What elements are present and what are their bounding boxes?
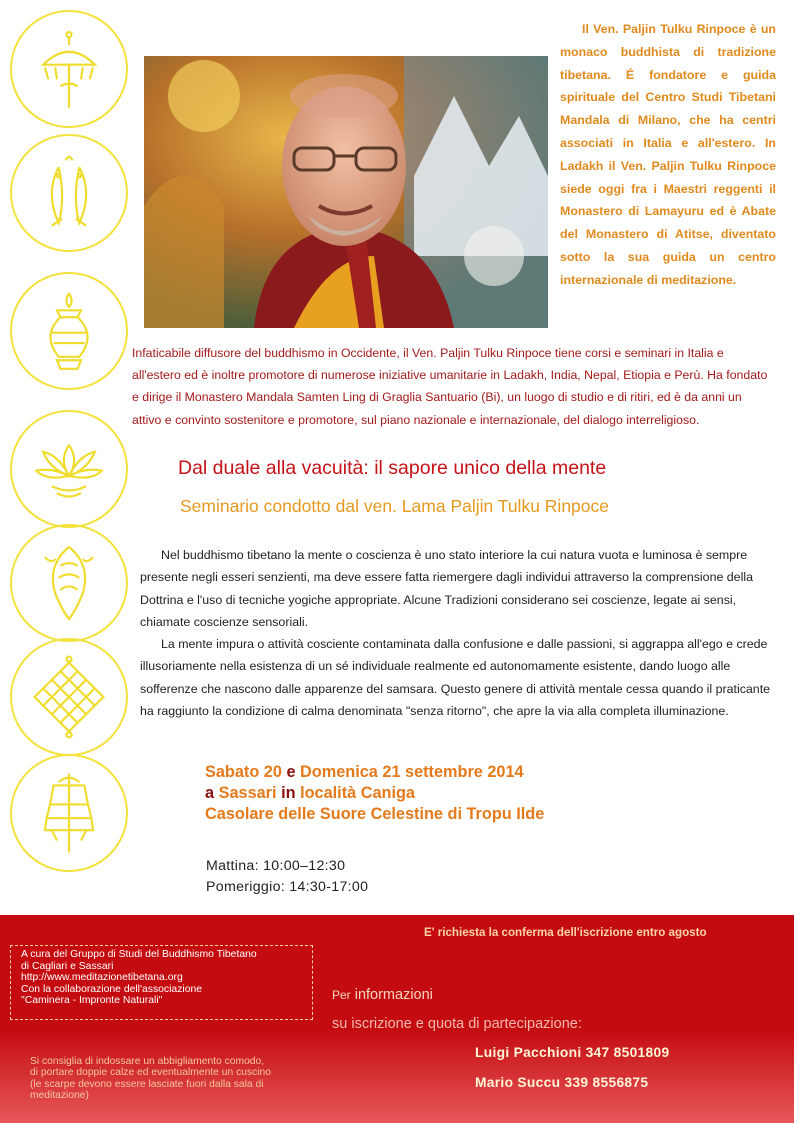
auspicious-symbols-column [0, 0, 134, 915]
advice-line: di portare doppie calze ed eventualmente un cuscino [30, 1067, 271, 1079]
organizer-line: "Caminera - Impronte Naturali" [21, 995, 163, 1007]
advice-line: meditazione) [30, 1089, 89, 1101]
morning-time: Mattina: 10:00–12:30 [206, 858, 346, 874]
bio-intro-text: Il Ven. Paljin Tulku Rinpoce è un monaco buddhista di tradizione tibetana. É fondatore e guida spirituale del Centro Studi Tibetani Mandala di Milano, che ha centri associati in Italia e all'estero. In Ladakh il Ven. Paljin Tulku Rinpoce siede oggi fra i Maestri reggenti il Monastero di Lamayuru ed è Abate del Monastero di Atitse, diventato sotto la sua guida un centro internazionale di meditazione. [560, 22, 776, 287]
teacher-biography-more [132, 342, 772, 431]
location-prep-a: a [205, 784, 215, 802]
event-city: Sassari [218, 784, 277, 802]
seminar-title: Dal duale alla vacuità: il sapore unico della mente [178, 457, 607, 479]
session-times [206, 856, 368, 898]
advice-line: (le scarpe devono essere lasciate fuori dalla sala di [30, 1078, 264, 1090]
organizer-box [10, 945, 313, 1020]
event-day-1: Sabato 20 [205, 763, 282, 781]
organizer-website-link[interactable]: http://www.meditazionetibetana.org [21, 972, 183, 984]
teacher-biography-intro [560, 18, 776, 292]
treasure-vase-icon [10, 272, 128, 390]
seminar-description [140, 544, 778, 722]
seminar-subtitle: Seminario condotto dal ven. Lama Paljin Tulku Rinpoce [180, 496, 609, 516]
info-heading [332, 987, 433, 1003]
lotus-icon [10, 410, 128, 528]
event-location [205, 783, 544, 804]
description-paragraph-2: La mente impura o attività cosciente contaminata dalla confusione e dalle passioni, si aggrappa all'ego e crede illusoriamente nella esistenza di un sé individuale realmente ed autonomamente esistente, dando luogo alle sofferenze che nascono dalle apparenze del samsara. Questo genere di attività mentale cessa quando il praticante ha raggiunto la condizione di calma denominata "senza ritorno", che apre la via alla completa illuminazione. [140, 637, 771, 719]
afternoon-time: Pomeriggio: 14:30-17:00 [206, 879, 369, 895]
bio-more-text: Infaticabile diffusore del buddhismo in Occidente, il Ven. Paljin Tulku Rinpoce tiene corsi e seminari in Italia e all'estero ed è inoltre promotore di numerose iniziative umanitarie in Ladakh, India, Nepal, Etiopia e Perù. Ha fondato e dirige il Monastero Mandala Samten Ling di Graglia Santuario (Bi), un luogo di studio e di ritiri, ed è da anni un attivo e convinto sostenitore e promotore, sul piano nazionale e internazionale, del dialogo interreligioso. [132, 346, 768, 427]
contact-mario: Mario Succu 339 8556875 [475, 1075, 649, 1090]
event-dates [205, 762, 544, 783]
advice-line: Si consiglia di indossare un abbigliamento comodo, [30, 1056, 265, 1067]
event-conjunction: e [286, 763, 296, 781]
event-venue: Casolare delle Suore Celestine di Tropu Ilde [205, 805, 545, 823]
info-label: informazioni [354, 987, 433, 1003]
event-place: località Caniga [300, 784, 415, 802]
description-paragraph-1: Nel buddhismo tibetano la mente o coscienza è uno stato interiore la cui natura vuota e luminosa è sempre presente negli esseri senzienti, ma deve essere fatta riemergere dagli individui attraverso la comprensione della Dottrina e l'uso di tecniche yogiche appropriate. Alcune Tradizioni considerano sei coscienze, legate ai sensi, chiamate coscienze sensoriali. [140, 548, 753, 629]
teacher-portrait-photo [144, 56, 548, 328]
conch-shell-icon [10, 524, 128, 642]
info-subheading: su iscrizione e quota di partecipazione: [332, 1016, 582, 1032]
parasol-icon [10, 10, 128, 128]
clothing-advice [30, 1056, 330, 1101]
location-prep-in: in [281, 784, 296, 802]
golden-fish-icon [10, 134, 128, 252]
event-details [205, 762, 544, 825]
registration-confirmation-note: E' richiesta la conferma dell'iscrizione entro agosto [424, 926, 707, 939]
event-day-2: Domenica 21 settembre 2014 [300, 763, 524, 781]
contact-luigi: Luigi Pacchioni 347 8501809 [475, 1045, 670, 1060]
victory-banner-icon [10, 754, 128, 872]
footer-band [0, 915, 794, 1123]
endless-knot-icon [10, 638, 128, 756]
organizer-line: di Cagliari e Sassari [21, 960, 114, 972]
organizer-line: A cura del Gruppo di Studi del Buddhismo Tibetano [21, 949, 257, 960]
info-per: Per [332, 988, 351, 1002]
organizer-line: Con la collaborazione dell'associazione [21, 983, 203, 995]
